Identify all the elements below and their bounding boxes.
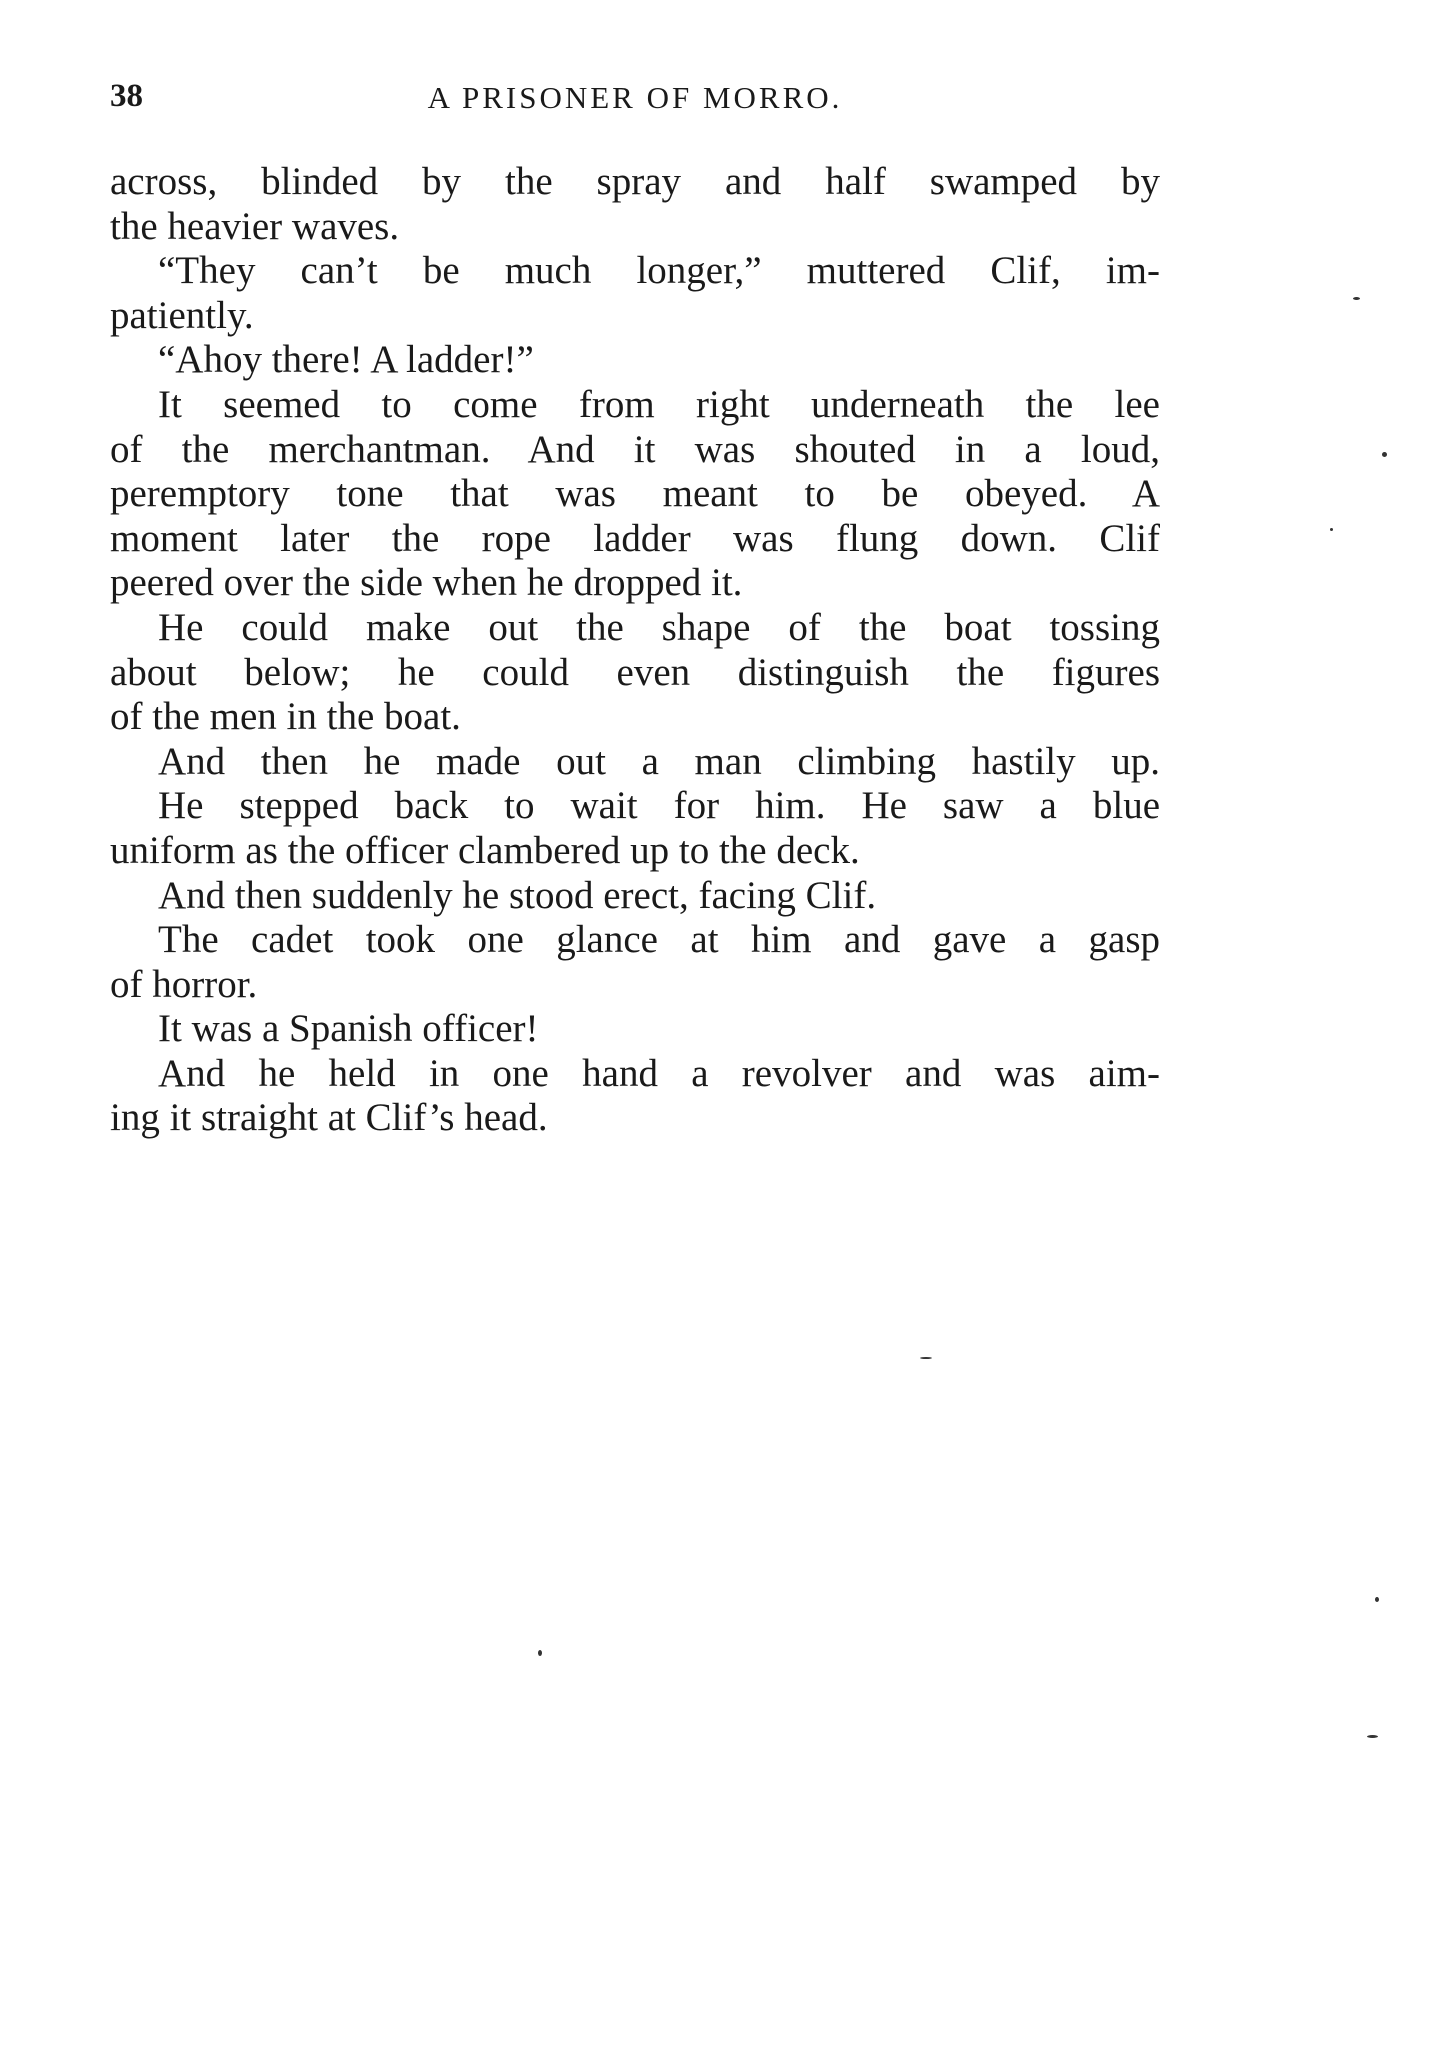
scan-speck (1367, 1735, 1378, 1738)
text-line: It seemed to come from right underneath the lee (158, 382, 1160, 426)
text-line: It was a Spanish officer! (158, 1007, 539, 1051)
text-line: He could make out the shape of the boat tossing (158, 605, 1160, 649)
text-line: And then suddenly he stood erect, facing Clif. (158, 873, 877, 917)
text-line: ing it straight at Clif’s head. (110, 1096, 548, 1140)
scan-speck (1375, 1597, 1379, 1602)
scan-speck (1353, 297, 1360, 300)
text-line: And then he made out a man climbing hastily up. (158, 739, 1160, 783)
text-line: “Ahoy there! A ladder!” (158, 338, 534, 382)
scan-speck (1330, 528, 1333, 531)
text-line: peered over the side when he dropped it. (110, 561, 743, 605)
scan-speck (538, 1650, 542, 1656)
text-line: across, blinded by the spray and half swamped by (110, 160, 1160, 203)
text-line: “They can’t be much longer,” muttered Clif, im- (158, 249, 1160, 293)
text-line: He stepped back to wait for him. He saw a blue (158, 784, 1160, 828)
page-number: 38 (110, 78, 143, 114)
text-line: The cadet took one glance at him and gave a gasp (158, 918, 1160, 962)
running-head: A PRISONER OF MORRO. (427, 80, 843, 115)
scan-speck (920, 1357, 932, 1359)
text-line: moment later the rope ladder was flung down. Clif (110, 516, 1160, 560)
text-line: patiently. (110, 293, 254, 337)
text-line: peremptory tone that was meant to be obeyed. A (110, 472, 1160, 516)
text-line: of the merchantman. And it was shouted in a loud, (110, 427, 1160, 471)
text-line: of the men in the boat. (110, 695, 461, 739)
scan-speck (1382, 452, 1387, 457)
text-line: of horror. (110, 962, 258, 1006)
text-line: the heavier waves. (110, 204, 400, 248)
body-text (110, 160, 1160, 1141)
page-header (110, 78, 1160, 128)
text-line: And he held in one hand a revolver and was aim- (158, 1051, 1160, 1095)
text-line: uniform as the officer clambered up to the deck. (110, 828, 860, 872)
text-line: about below; he could even distinguish the figures (110, 650, 1160, 694)
